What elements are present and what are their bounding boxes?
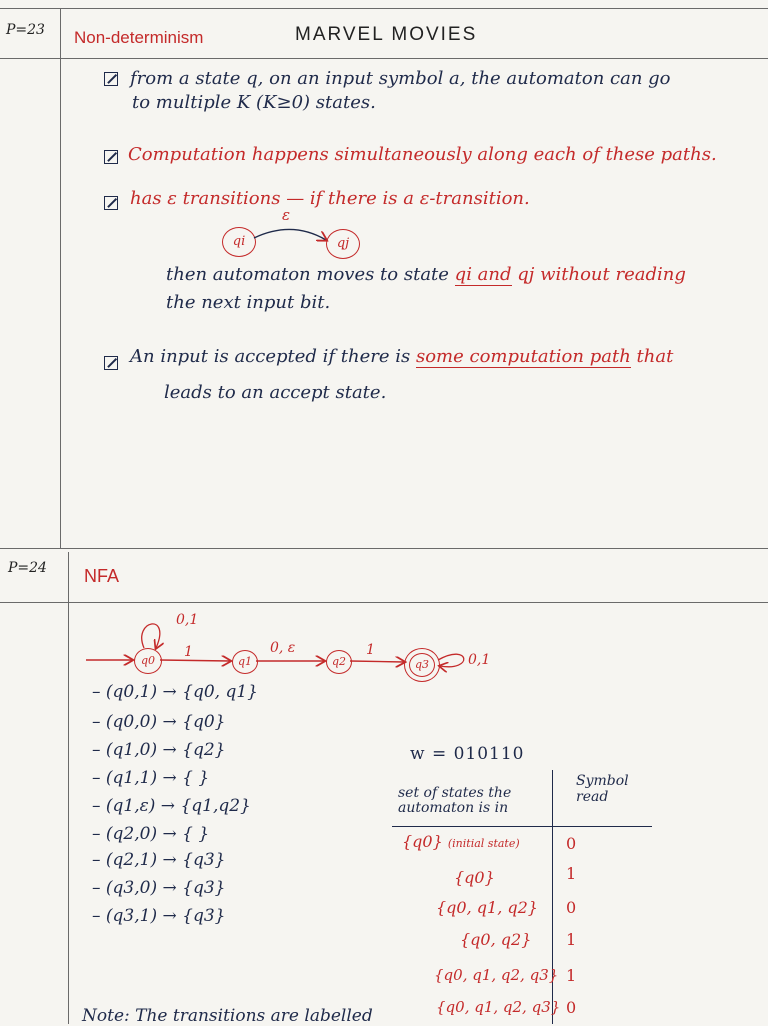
row-6-states: {q0, q1, q2, q3} [436, 998, 561, 1016]
bullet-1-line-1: from a state q, on an input symbol a, the automaton can go [130, 68, 671, 89]
arrow-q0-q1 [160, 660, 230, 661]
symbol-header-line-1: Symbol [576, 773, 629, 789]
transition-5: – (q1,ε) → {q1,q2} [92, 796, 251, 816]
loop-label-q0: 0,1 [176, 612, 199, 628]
symbol-header-line-2: read [576, 789, 609, 805]
transition-4: – (q1,1) → { } [92, 768, 210, 788]
note-qi: qi and [454, 264, 512, 285]
q0-self-loop [142, 624, 160, 648]
topic-title-1: Non-determinism [74, 28, 204, 47]
transition-6: – (q2,0) → { } [92, 824, 210, 844]
loop-label-q3: 0,1 [468, 652, 491, 668]
edge-label-q1-q2: 0, ε [270, 640, 296, 656]
state-qj: qj [326, 229, 360, 259]
nfa-state-q2: q2 [326, 650, 352, 674]
nfa-state-q1: q1 [232, 650, 258, 674]
row-4-symbol: 1 [566, 930, 577, 949]
epsilon-arrow [254, 229, 326, 240]
row-1-symbol: 0 [566, 834, 577, 853]
transition-1: – (q0,1) → {q0, q1} [92, 682, 258, 702]
states-header-line-1: set of states the [398, 785, 512, 801]
row-2-states: {q0} [454, 868, 495, 887]
transition-8: – (q3,0) → {q3} [92, 878, 226, 898]
row-1-set: {q0} [402, 832, 443, 851]
bullet-4-prefix: An input is accepted if there is [130, 346, 411, 367]
edge-label-q0-q1: 1 [184, 644, 193, 660]
edge-label-q2-q3: 1 [366, 642, 375, 658]
arrow-q2-q3 [350, 661, 404, 662]
note-qj: qj [517, 264, 535, 285]
bullet-1-line-2: to multiple K (K≥0) states. [132, 92, 376, 113]
page-heading: MARVEL MOVIES [295, 24, 478, 45]
states-header-line-2: automaton is in [398, 800, 509, 816]
bullet-3: has ε transitions — if there is a ε-transition. [130, 188, 530, 209]
bullet-4-underlined: some computation path [415, 346, 631, 367]
page-number-1: P=23 [6, 22, 45, 38]
row-6-symbol: 0 [566, 998, 577, 1017]
page-number-2: P=24 [8, 560, 47, 576]
note-suffix: without reading [540, 264, 686, 285]
row-3-symbol: 0 [566, 898, 577, 917]
row-5-states: {q0, q1, q2, q3} [434, 966, 559, 984]
row-1-note: (initial state) [447, 837, 520, 850]
row-4-states: {q0, q2} [460, 930, 532, 949]
state-qi: qi [222, 227, 256, 257]
nfa-state-q3: q3 [409, 653, 435, 677]
transition-3: – (q1,0) → {q2} [92, 740, 226, 760]
row-2-symbol: 1 [566, 864, 577, 883]
transition-9: – (q3,1) → {q3} [92, 906, 226, 926]
note-prefix: then automaton moves to state [166, 264, 449, 285]
note-line-2: the next input bit. [166, 292, 331, 313]
q3-self-loop [438, 654, 464, 667]
input-word: w = 010110 [410, 744, 525, 764]
row-5-symbol: 1 [566, 966, 577, 985]
transition-2: – (q0,0) → {q0} [92, 712, 226, 732]
row-3-states: {q0, q1, q2} [436, 898, 538, 917]
epsilon-edge-label: ε [282, 206, 291, 224]
topic-title-2: NFA [84, 566, 120, 586]
bullet-2: Computation happens simultaneously along each of these paths. [128, 144, 717, 165]
transition-7: – (q2,1) → {q3} [92, 850, 226, 870]
footer-partial-line: Note: The transitions are labelled [82, 1006, 373, 1026]
bullet-4-line-2: leads to an accept state. [164, 382, 387, 403]
bullet-4-suffix: that [636, 346, 674, 367]
nfa-state-q0: q0 [134, 648, 162, 674]
